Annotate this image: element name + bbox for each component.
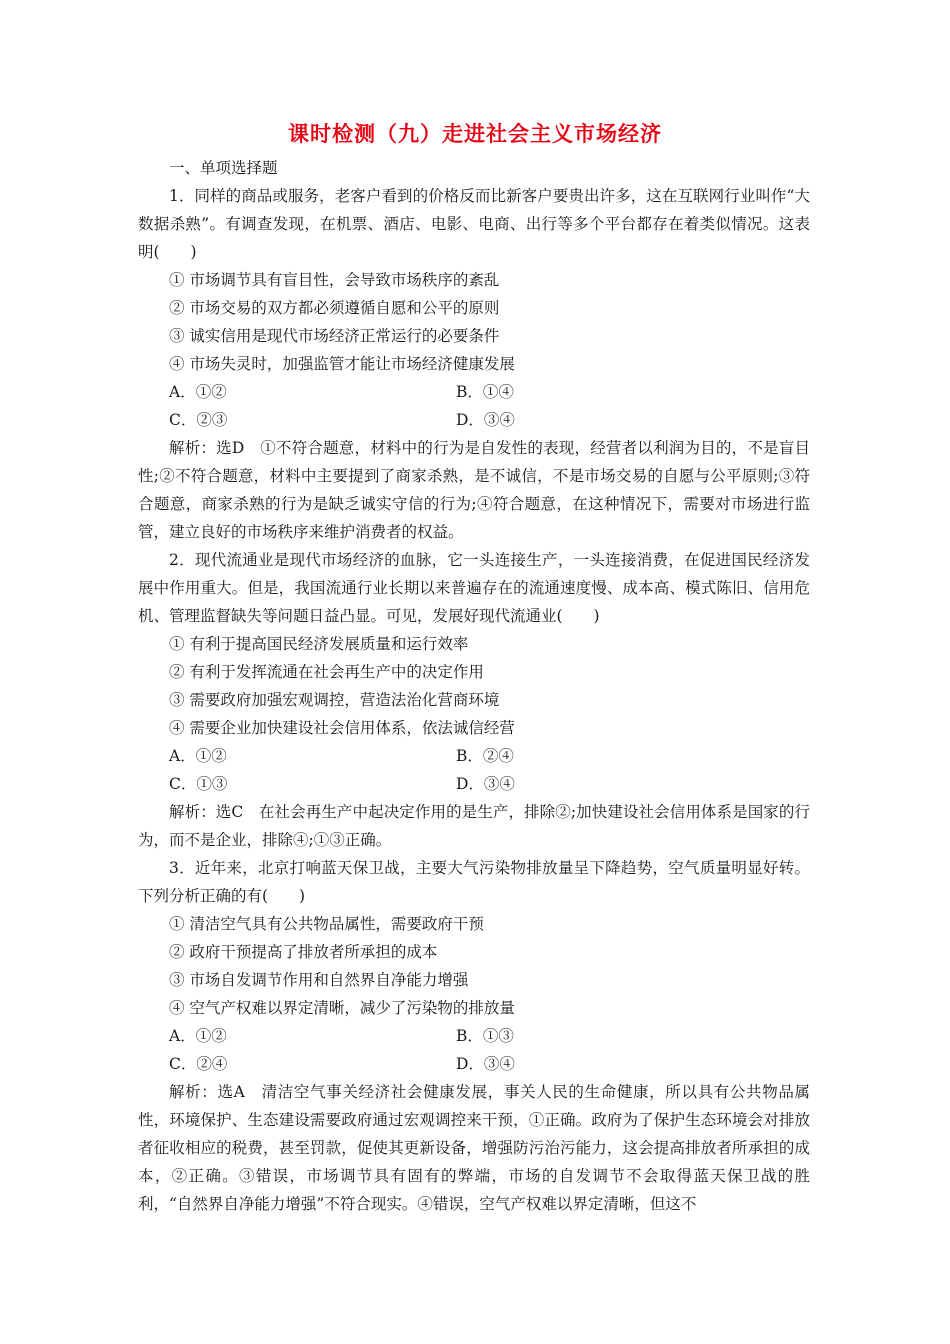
page-title: 课时检测（九）走进社会主义市场经济: [288, 121, 662, 146]
choice-row: [138, 378, 810, 406]
choice-row: [138, 406, 810, 434]
choice-row: [138, 1050, 810, 1078]
choice-b: B．①③: [456, 1027, 514, 1045]
choice-d: D．③④: [456, 1055, 515, 1073]
choice-a: A．①②: [169, 747, 227, 765]
question-stem: 1．同样的商品或服务，老客户看到的价格反而比新客户要贵出许多，这在互联网行业叫作“大数据杀熟”。有调查发现，在机票、酒店、电影、电商、出行等多个平台都存在着类似情况。这表明( ): [138, 187, 810, 261]
question-2: [138, 546, 810, 854]
statement-3: ③ 诚实信用是现代市场经济正常运行的必要条件: [169, 327, 500, 345]
section-heading: 一、单项选择题: [169, 159, 278, 177]
question-3: [138, 854, 810, 1218]
choice-row: [138, 742, 810, 770]
statement-4: ④ 市场失灵时，加强监管才能让市场经济健康发展: [169, 355, 515, 373]
question-stem: 2．现代流通业是现代市场经济的血脉，它一头连接生产，一头连接消费，在促进国民经济发展中作用重大。但是，我国流通行业长期以来普遍存在的流通速度慢、成本高、模式陈旧、信用危机、管理监督缺失等问题日益凸显。可见，发展好现代流通业( ): [138, 551, 810, 625]
choice-row: [138, 770, 810, 798]
statement-1: ① 市场调节具有盲目性，会导致市场秩序的紊乱: [169, 271, 500, 289]
choice-c: C．②④: [169, 1055, 228, 1073]
statement-3: ③ 需要政府加强宏观调控，营造法治化营商环境: [169, 691, 500, 709]
choice-d: D．③④: [456, 411, 515, 429]
answer-analysis: 解析：选A 清洁空气事关经济社会健康发展，事关人民的生命健康，所以具有公共物品属性，环境保护、生态建设需要政府通过宏观调控来干预，①正确。政府为了保护生态环境会对排放者征收相应的税费，甚至罚款，促使其更新设备，增强防污治污能力，这会提高排放者所承担的成本，②正确。③错误，市场调节具有固有的弊端，市场的自发调节不会取得蓝天保卫战的胜利，“自然界自净能力增强”不符合现实。④错误，空气产权难以界定清晰，但这不: [138, 1083, 810, 1213]
statement-2: ② 政府干预提高了排放者所承担的成本: [169, 943, 438, 961]
choice-a: A．①②: [169, 383, 227, 401]
statement-2: ② 市场交易的双方都必须遵循自愿和公平的原则: [169, 299, 500, 317]
choice-a: A．①②: [169, 1027, 227, 1045]
statement-4: ④ 空气产权难以界定清晰，减少了污染物的排放量: [169, 999, 515, 1017]
statement-3: ③ 市场自发调节作用和自然界自净能力增强: [169, 971, 469, 989]
question-stem: 3．近年来，北京打响蓝天保卫战，主要大气污染物排放量呈下降趋势，空气质量明显好转。下列分析正确的有( ): [138, 859, 810, 905]
choice-b: B．②④: [456, 747, 514, 765]
choice-c: C．①③: [169, 775, 228, 793]
document-body: [138, 154, 810, 1218]
choice-row: [138, 1022, 810, 1050]
answer-analysis: 解析：选D ①不符合题意，材料中的行为是自发性的表现，经营者以利润为目的，不是盲目性;②不符合题意，材料中主要提到了商家杀熟，是不诚信，不是市场交易的自愿与公平原则;③符合题意，商家杀熟的行为是缺乏诚实守信的行为;④符合题意，在这种情况下，需要对市场进行监管，建立良好的市场秩序来维护消费者的权益。: [138, 439, 810, 541]
choice-b: B．①④: [456, 383, 514, 401]
statement-1: ① 有利于提高国民经济发展质量和运行效率: [169, 635, 469, 653]
statement-4: ④ 需要企业加快建设社会信用体系，依法诚信经营: [169, 719, 515, 737]
choice-d: D．③④: [456, 775, 515, 793]
statement-1: ① 清洁空气具有公共物品属性，需要政府干预: [169, 915, 484, 933]
answer-analysis: 解析：选C 在社会再生产中起决定作用的是生产，排除②;加快建设社会信用体系是国家的行为，而不是企业，排除④;①③正确。: [138, 803, 810, 849]
statement-2: ② 有利于发挥流通在社会再生产中的决定作用: [169, 663, 484, 681]
choice-c: C．②③: [169, 411, 228, 429]
question-1: [138, 182, 810, 546]
